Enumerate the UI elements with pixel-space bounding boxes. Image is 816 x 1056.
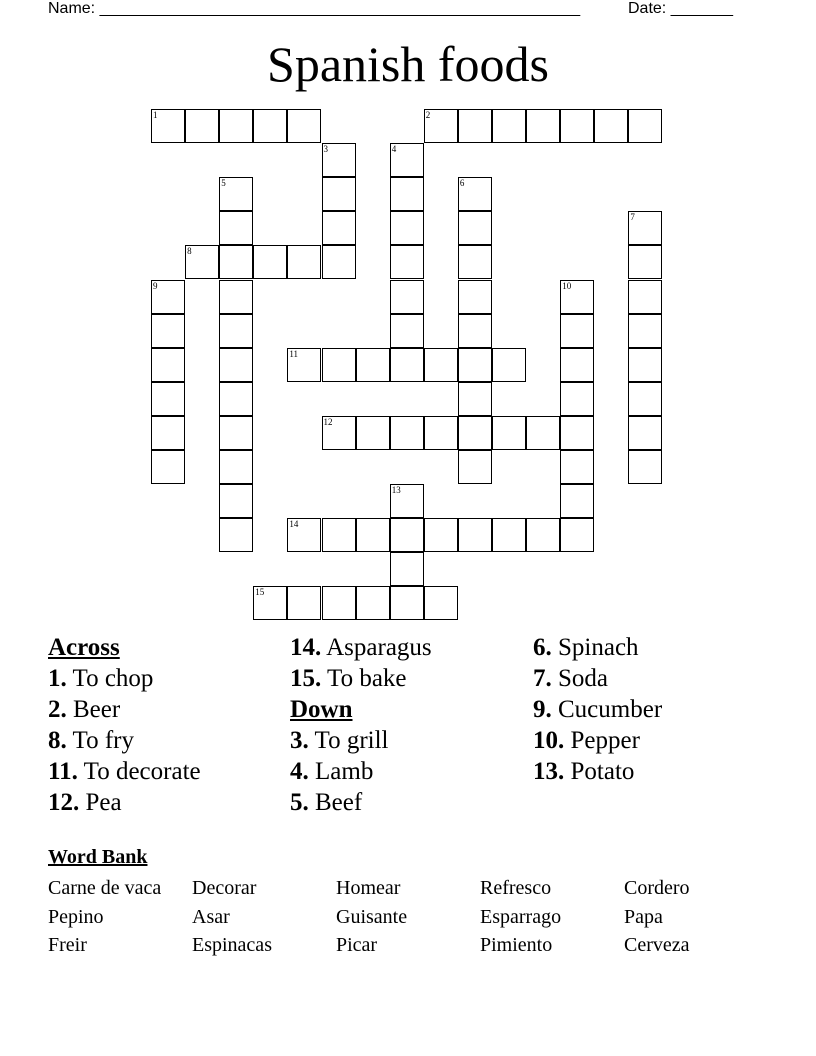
clue-number: 13. [533,758,565,785]
grid-cell[interactable] [560,450,594,484]
grid-cell[interactable] [594,109,628,143]
grid-cell[interactable] [390,245,424,279]
grid-cell[interactable] [253,245,287,279]
clue-text: Spinach [551,634,639,661]
grid-cell[interactable] [458,416,492,450]
grid-cell[interactable] [390,177,424,211]
grid-cell[interactable] [390,552,424,586]
grid-cell[interactable] [356,586,390,620]
grid-cell[interactable] [458,109,492,143]
clue-down-6 [533,632,773,663]
clue-number: 5. [290,789,309,816]
clue-text: To decorate [77,758,201,785]
grid-cell[interactable] [219,450,253,484]
clue-across-11 [48,756,288,787]
grid-cell[interactable] [287,245,321,279]
clue-down-9 [533,694,773,725]
grid-cell[interactable] [526,518,560,552]
clue-down-13 [533,756,773,787]
clue-across-2 [48,694,288,725]
word-bank-word: Refresco [480,877,552,899]
grid-cell[interactable] [628,314,662,348]
clue-text: Soda [551,665,608,692]
name-field: Name: ______________________________________________________ [48,0,581,17]
clue-across-1 [48,663,288,694]
grid-cell[interactable] [219,518,253,552]
grid-cell[interactable] [151,416,185,450]
word-bank-word: Homear [336,877,401,899]
grid-cell[interactable] [151,382,185,416]
word-bank-word: Espinacas [192,934,272,956]
clue-text: Beer [66,696,121,723]
clue-number: 12. [48,789,80,816]
grid-cell[interactable] [356,416,390,450]
grid-cell[interactable] [287,109,321,143]
cell-number: 1 [153,110,158,120]
grid-cell[interactable] [458,211,492,245]
cell-number: 11 [289,348,299,359]
clue-text: Beef [308,789,363,816]
cell-number: 5 [221,178,226,189]
grid-cell[interactable] [458,280,492,314]
across-heading: Across [48,634,120,661]
grid-cell[interactable] [219,348,253,382]
grid-cell[interactable] [492,416,526,450]
grid-cell[interactable] [287,586,321,620]
clue-text: To bake [321,665,407,692]
grid-cell[interactable] [458,245,492,279]
clue-number: 4. [290,758,309,785]
cell-number: 10 [562,280,572,291]
grid-cell[interactable] [628,109,662,143]
date-field: Date: _______ [628,0,733,17]
clue-number: 10. [533,727,565,754]
clue-down-5 [290,787,530,818]
clue-across-8 [48,725,288,756]
grid-cell[interactable] [322,245,356,279]
grid-cell[interactable] [219,484,253,518]
clue-down-4 [290,756,530,787]
grid-cell[interactable] [628,450,662,484]
grid-cell[interactable] [628,280,662,314]
word-bank-row [48,931,768,960]
word-bank-word: Papa [624,905,663,928]
grid-cell[interactable] [219,280,253,314]
grid-cell[interactable] [151,314,185,348]
grid-cell[interactable] [356,348,390,382]
grid-cell[interactable] [219,382,253,416]
clue-text: Pea [79,789,122,816]
grid-cell[interactable] [390,348,424,382]
grid-cell[interactable] [390,211,424,245]
word-bank-word: Guisante [336,905,408,928]
cell-number: 6 [459,178,465,189]
clue-down-10 [533,725,773,756]
clue-text: Lamb [308,758,374,785]
grid-cell[interactable] [322,211,356,245]
clue-number: 11. [48,758,78,785]
page-title: Spanish foods [267,36,549,92]
grid-cell[interactable] [185,109,219,143]
word-bank-word: Picar [336,934,378,956]
grid-cell[interactable] [253,109,287,143]
cell-number: 14 [289,519,299,530]
word-bank-word: Decorar [192,877,257,899]
grid-cell[interactable] [219,245,253,279]
clue-down-7 [533,663,773,694]
grid-cell[interactable] [458,450,492,484]
clue-text: Cucumber [551,696,663,723]
clue-text: Pepper [564,727,640,754]
grid-cell[interactable] [390,416,424,450]
grid-cell[interactable] [560,314,594,348]
word-bank-word: Pimiento [480,934,553,956]
clue-number: 15. [290,665,322,692]
clue-number: 3. [290,727,309,754]
clue-column-2 [290,632,530,818]
clue-number: 1. [48,665,67,692]
grid-cell[interactable] [219,314,253,348]
grid-cell[interactable] [424,416,458,450]
grid-cell[interactable] [322,177,356,211]
clue-down-3 [290,725,530,756]
clue-across-14 [290,632,530,663]
grid-cell[interactable] [424,586,458,620]
grid-cell[interactable] [628,245,662,279]
clue-number: 7. [533,665,552,692]
grid-cell[interactable] [628,416,662,450]
word-bank-word: Pepino [48,905,104,928]
down-heading: Down [290,696,353,723]
grid-cell[interactable] [560,518,594,552]
grid-cell[interactable] [219,211,253,245]
cell-number: 9 [153,280,158,291]
clue-column-1 [48,632,288,818]
clue-across-12 [48,787,288,818]
grid-cell[interactable] [219,109,253,143]
word-bank-word: Carne de vaca [48,877,162,899]
grid-cell[interactable] [560,416,594,450]
grid-cell[interactable] [322,348,356,382]
clue-number: 6. [533,634,552,661]
cell-number: 15 [255,587,265,598]
clue-text: To fry [66,727,134,754]
grid-cell[interactable] [458,518,492,552]
grid-cell[interactable] [560,484,594,518]
grid-cell[interactable] [458,382,492,416]
cell-number: 7 [630,212,635,223]
grid-cell[interactable] [219,416,253,450]
grid-cell[interactable] [356,518,390,552]
clue-text: To chop [66,665,154,692]
grid-cell[interactable] [492,348,526,382]
grid-cell[interactable] [151,450,185,484]
word-bank [48,874,768,960]
grid-cell[interactable] [151,348,185,382]
grid-cell[interactable] [458,314,492,348]
clue-number: 8. [48,727,67,754]
word-bank-word: Esparrago [480,905,562,928]
grid-cell[interactable] [390,314,424,348]
clue-text: Asparagus [321,634,432,661]
grid-cell[interactable] [560,348,594,382]
clue-number: 14. [290,634,322,661]
grid-cell[interactable] [322,586,356,620]
grid-cell[interactable] [492,518,526,552]
word-bank-title: Word Bank [48,846,148,868]
grid-cell[interactable] [628,348,662,382]
clue-across-15 [290,663,530,694]
grid-cell[interactable] [390,280,424,314]
grid-cell[interactable] [458,348,492,382]
cell-number: 13 [391,485,401,496]
word-bank-row [48,874,768,903]
grid-cell[interactable] [526,416,560,450]
clue-number: 2. [48,696,67,723]
grid-cell[interactable] [560,382,594,416]
word-bank-word: Freir [48,934,87,956]
cell-number: 12 [323,416,333,427]
word-bank-word: Cordero [624,877,690,899]
clue-number: 9. [533,696,552,723]
word-bank-row [48,903,768,932]
grid-cell[interactable] [424,348,458,382]
grid-cell[interactable] [322,518,356,552]
grid-cell[interactable] [628,382,662,416]
word-bank-word: Asar [192,905,230,928]
grid-cell[interactable] [424,518,458,552]
cell-number: 8 [187,246,192,257]
grid-cell[interactable] [526,109,560,143]
word-bank-word: Cerveza [624,934,690,956]
cell-number: 3 [323,144,328,155]
cell-number: 4 [391,144,397,155]
clue-column-3 [533,632,773,787]
clue-text: Potato [564,758,635,785]
grid-cell[interactable] [390,518,424,552]
grid-cell[interactable] [492,109,526,143]
clue-text: To grill [308,727,389,754]
grid-cell[interactable] [390,586,424,620]
cell-number: 2 [425,110,431,120]
grid-cell[interactable] [560,109,594,143]
